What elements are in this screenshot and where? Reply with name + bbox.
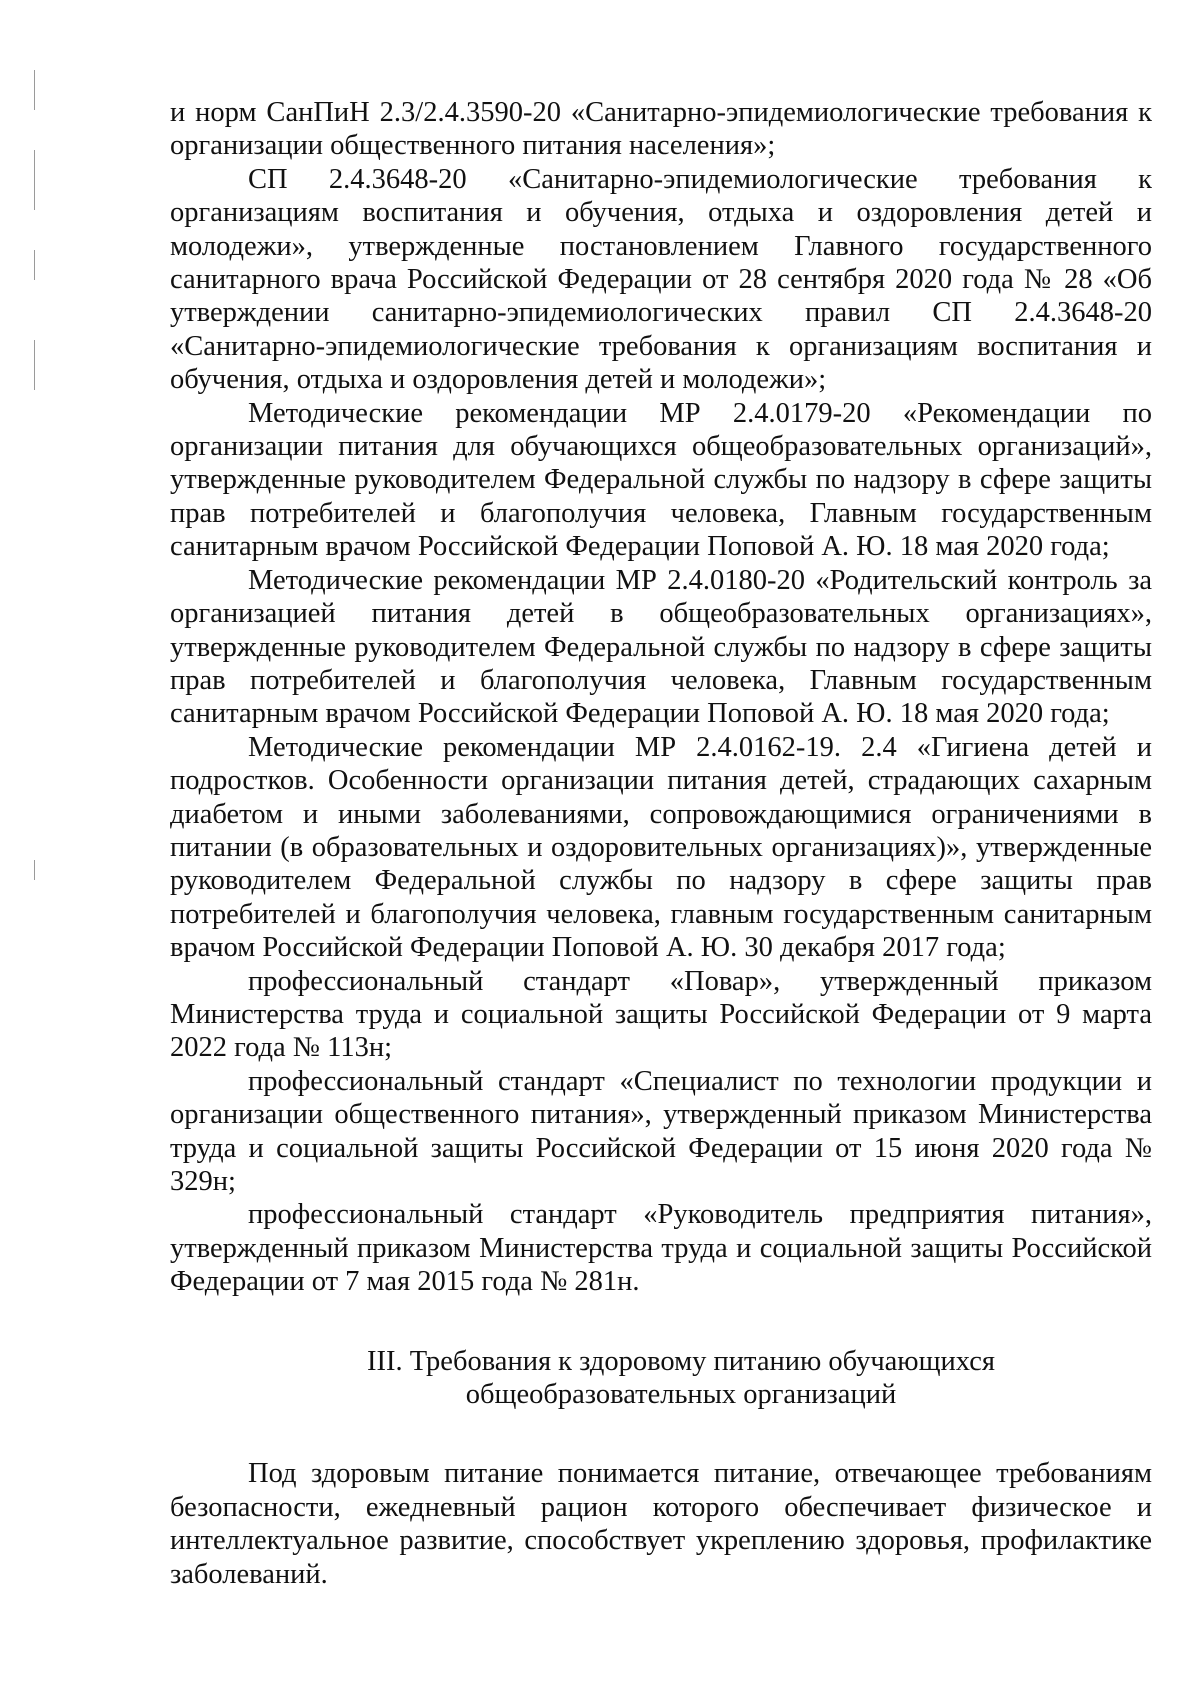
scan-margin-mark	[34, 250, 35, 280]
section-heading-line-2: общеобразовательных организаций	[465, 1379, 897, 1411]
paragraph-sanpin: и норм СанПиН 2.3/2.4.3590-20 «Санитарно-эпидемиологические требования к организации общественного питания населения»;	[170, 97, 1152, 162]
section-heading-line-1: III. Требования к здоровому питанию обучающихся	[367, 1345, 995, 1377]
paragraph-standard-manager: профессиональный стандарт «Руководитель предприятия питания», утвержденный приказом Министерства труда и социальной защиты Российской Федерации от 7 мая 2015 года № 281н.	[170, 1199, 1152, 1298]
section-heading	[170, 1345, 1152, 1412]
paragraph-sp-2-4-3648-20: СП 2.4.3648-20 «Санитарно-эпидемиологические требования к организациям воспитания и обучения, отдыха и оздоровления детей и молодежи», утвержденные постановлением Главного государственного санитарного врача Российской Федерации от 28 сентября 2020 года № 28 «Об утверждении санитарно-эпидемиологических правил СП 2.4.3648-20 «Санитарно-эпидемиологические требования к организациям воспитания и обучения, отдыха и оздоровления детей и молодежи»;	[170, 163, 1152, 396]
paragraph-standard-technology: профессиональный стандарт «Специалист по технологии продукции и организации общественного питания», утвержденный приказом Министерства труда и социальной защиты Российской Федерации от 15 июня 2020 года № 329н;	[170, 1065, 1152, 1197]
paragraph-healthy-nutrition: Под здоровым питание понимается питание, отвечающее требованиям безопасности, ежедневный рацион которого обеспечивает физическое и интеллектуальное развитие, способствует укреплению здоровья, профилактике заболеваний.	[170, 1458, 1152, 1590]
scan-margin-mark	[34, 150, 35, 210]
paragraph-mr-2-4-0162-19: Методические рекомендации МР 2.4.0162-19. 2.4 «Гигиена детей и подростков. Особенности организации питания детей, страдающих сахарным диабетом и иными заболеваниями, сопровождающимися ограничениями в питании (в образовательных и оздоровительных организациях)», утвержденные руководителем Федеральной службы по надзору в сфере защиты прав потребителей и благополучия человека, главным государственным санитарным врачом Российской Федерации Поповой А. Ю. 30 декабря 2017 года;	[170, 731, 1152, 964]
scan-margin-mark	[34, 340, 35, 390]
paragraph-standard-povar: профессиональный стандарт «Повар», утвержденный приказом Министерства труда и социальной защиты Российской Федерации от 9 марта 2022 года № 113н;	[170, 965, 1152, 1064]
scan-margin-mark	[34, 860, 35, 880]
document-body	[170, 96, 1152, 1591]
paragraph-mr-2-4-0180-20: Методические рекомендации МР 2.4.0180-20 «Родительский контроль за организацией питания детей в общеобразовательных организациях», утвержденные руководителем Федеральной службы по надзору в сфере защиты прав потребителей и благополучия человека, Главным государственным санитарным врачом Российской Федерации Поповой А. Ю. 18 мая 2020 года;	[170, 564, 1152, 730]
scan-margin-mark	[34, 70, 35, 110]
paragraph-mr-2-4-0179-20: Методические рекомендации МР 2.4.0179-20 «Рекомендации по организации питания для обучающихся общеобразовательных организаций», утвержденные руководителем Федеральной службы по надзору в сфере защиты прав потребителей и благополучия человека, Главным государственным санитарным врачом Российской Федерации Поповой А. Ю. 18 мая 2020 года;	[170, 397, 1152, 563]
